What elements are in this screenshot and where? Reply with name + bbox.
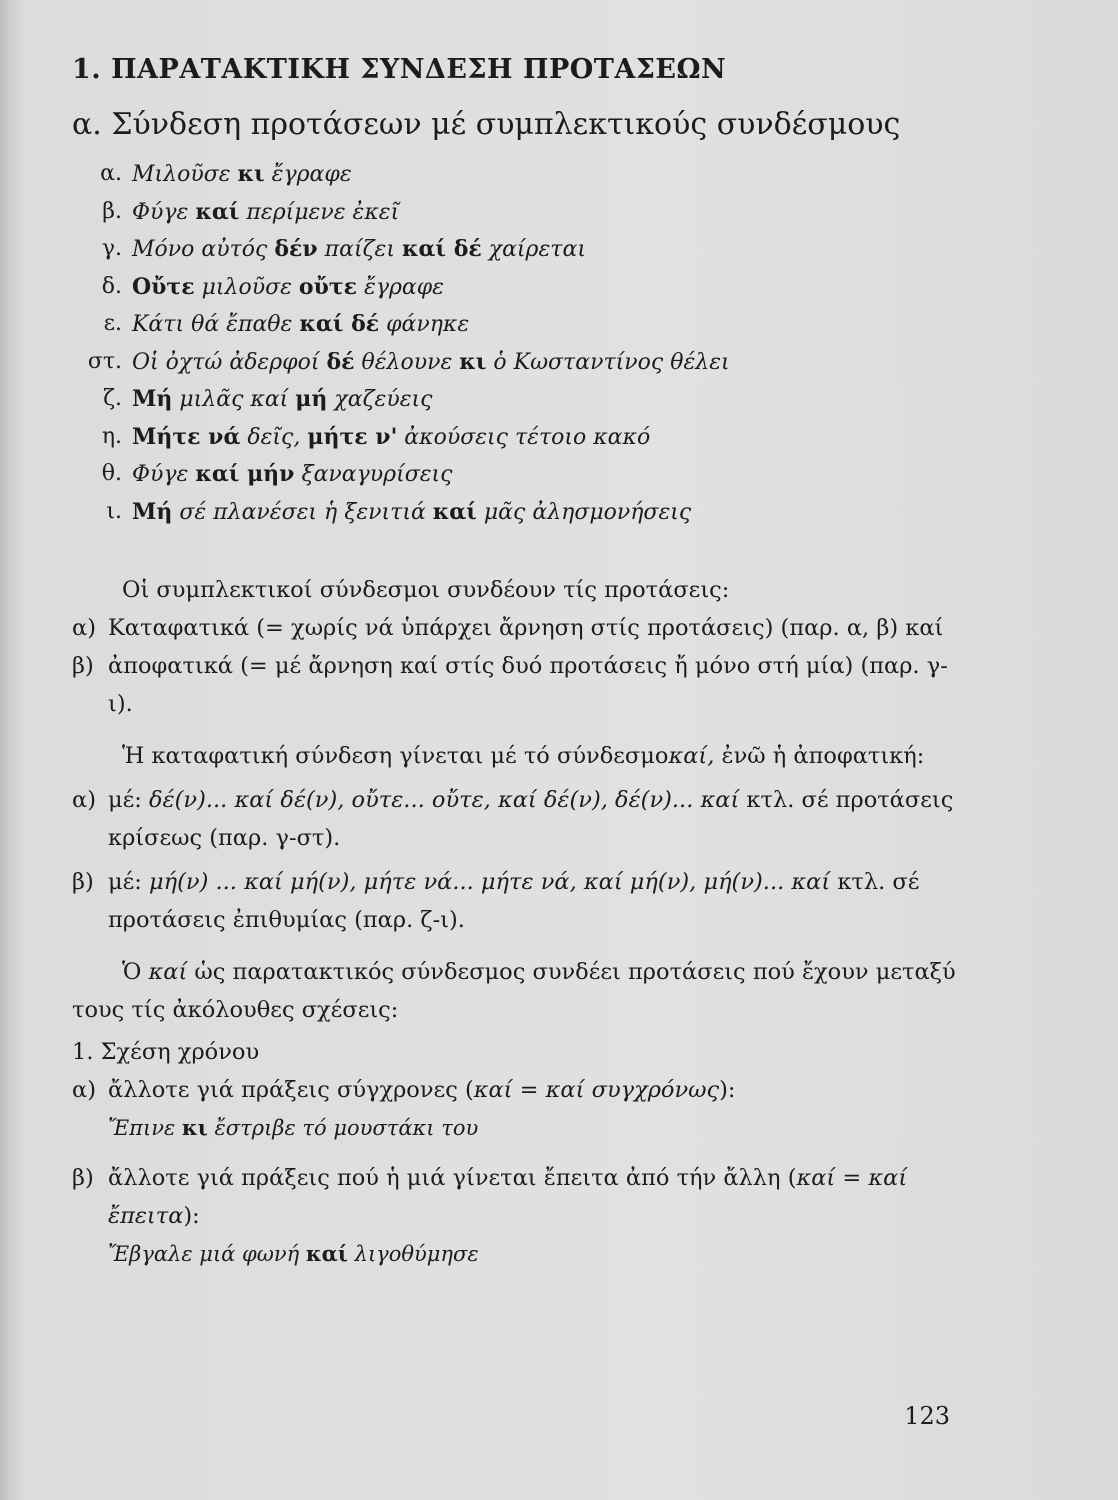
example-sentence-2 bbox=[72, 1235, 962, 1273]
ex2-bold: καί bbox=[305, 1241, 348, 1266]
subsection-title: α. Σύνδεση προτάσεων μέ συμπλεκτικούς συνδέσμους bbox=[72, 107, 901, 142]
p3-text-a: Ὁ bbox=[122, 959, 149, 985]
conjunction-bold: μήτε ν' bbox=[307, 423, 398, 450]
l2b-italic: μή(ν) ... καί μή(ν), μήτε νά... μήτε νά, καί μή(ν), μή(ν)... καί bbox=[149, 869, 831, 895]
conjunction-bold: καί bbox=[195, 198, 240, 225]
list-text: Καταφατικά (= χωρίς νά ὑπάρχει ἄρνηση στίς προτάσεις) (παρ. α, β) καί bbox=[108, 615, 944, 641]
list-marker: β) bbox=[72, 653, 94, 679]
p3-kai: καί bbox=[148, 959, 188, 985]
example-italic: χαίρεται bbox=[481, 237, 586, 262]
list1-item bbox=[72, 609, 962, 647]
conjunction-bold: καί δέ bbox=[299, 311, 380, 337]
ex2-post: λιγοθύμησε bbox=[347, 1242, 479, 1266]
intro-paragraph: Οἱ συμπλεκτικοί σύνδεσμοι συνδέουν τίς προτάσεις: bbox=[122, 577, 730, 603]
example-italic: ὁ Κωσταντίνος θέλει bbox=[486, 349, 730, 375]
example-item bbox=[72, 231, 962, 269]
example-marker: ζ. bbox=[103, 386, 122, 411]
example-text bbox=[132, 344, 730, 382]
example-marker: α. bbox=[100, 161, 122, 186]
r1a-pre: ἄλλοτε γιά πράξεις σύγχρονες ( bbox=[108, 1077, 474, 1103]
examples-list bbox=[72, 156, 962, 531]
example-item bbox=[72, 306, 962, 344]
conjunction-bold: κι bbox=[459, 348, 487, 375]
example-italic: χαζεύεις bbox=[327, 387, 433, 412]
explanation bbox=[72, 571, 962, 1273]
example-item bbox=[72, 419, 962, 457]
p2-text-a: Ἡ καταφατική σύνδεση γίνεται μέ τό σύνδεσμο bbox=[122, 743, 669, 769]
example-marker: ε. bbox=[103, 311, 122, 336]
conjunction-bold: Μήτε νά bbox=[132, 423, 241, 450]
example-text bbox=[132, 306, 469, 344]
paragraph-3 bbox=[72, 953, 962, 1029]
example-italic: ἔγραφε bbox=[264, 162, 352, 187]
section-title: 1. ΠΑΡΑΤΑΚΤΙΚΗ ΣΥΝΔΕΣΗ ΠΡΟΤΑΣΕΩΝ bbox=[72, 54, 727, 85]
example-marker: θ. bbox=[101, 461, 122, 486]
example-item bbox=[72, 344, 962, 382]
list2-item-a bbox=[72, 781, 962, 857]
example-italic: μᾶς ἀλησμονήσεις bbox=[476, 499, 692, 525]
example-italic: Φύγε bbox=[132, 199, 196, 225]
example-italic: ἀκούσεις τέτοιο κακό bbox=[397, 424, 651, 450]
example-item bbox=[72, 194, 962, 232]
l2a-italic: δέ(ν)... καί δέ(ν), οὔτε... οὔτε, καί δέ(ν), δέ(ν)... καί bbox=[149, 787, 740, 813]
example-italic: Κάτι θά ἔπαθε bbox=[132, 312, 300, 337]
example-italic: Φύγε bbox=[132, 462, 196, 487]
example-italic: ἔγραφε bbox=[357, 274, 444, 300]
example-italic: δεῖς, bbox=[240, 424, 308, 450]
r1a-italic: καί = καί συγχρόνως bbox=[473, 1077, 720, 1103]
p2-kai: καί, bbox=[668, 743, 715, 769]
example-marker: η. bbox=[101, 423, 122, 449]
page-number: 123 bbox=[904, 1402, 950, 1430]
example-italic: Μόνο αὐτός bbox=[132, 237, 275, 262]
example-italic: μιλᾶς καί bbox=[172, 387, 296, 412]
p3-text-b: ὡς παρατακτικός σύνδεσμος συνδέει προτάσεις πού ἔχουν μεταξύ τους τίς ἀκόλουθες σχέσεις: bbox=[72, 959, 956, 1023]
conjunction-bold: μή bbox=[295, 386, 328, 412]
affirmative-negative-list bbox=[72, 609, 962, 723]
example-text bbox=[132, 456, 453, 494]
example-text bbox=[132, 494, 691, 532]
example-italic: μιλοῦσε bbox=[194, 274, 299, 300]
example-italic: φάνηκε bbox=[379, 312, 470, 337]
example-text bbox=[132, 419, 650, 457]
ex2-pre: Ἔβγαλε μιά φωνή bbox=[108, 1242, 306, 1266]
page-content bbox=[72, 54, 962, 1273]
example-marker: δ. bbox=[101, 273, 122, 299]
example-text bbox=[132, 231, 586, 269]
ex1-post: ἔστριβε τό μουστάκι του bbox=[207, 1116, 479, 1140]
list-text: ἀποφατικά (= μέ ἄρνηση καί στίς δυό προτάσεις ἤ μόνο στή μία) (παρ. γ-ι). bbox=[108, 653, 948, 717]
paragraph-2 bbox=[72, 737, 962, 775]
l2a-pre: μέ: bbox=[108, 787, 150, 813]
r1b-italic: καί = καί ἔπειτα bbox=[108, 1165, 908, 1229]
example-marker: β. bbox=[102, 198, 122, 224]
example-italic: παίζει bbox=[317, 237, 402, 262]
example-marker: γ. bbox=[101, 236, 122, 261]
example-item bbox=[72, 494, 962, 532]
list-marker: α) bbox=[72, 787, 96, 813]
conjunction-bold: Οὔτε bbox=[132, 273, 195, 300]
relation-item-b bbox=[72, 1159, 962, 1235]
example-italic: ξαναγυρίσεις bbox=[294, 462, 453, 487]
example-italic: σέ πλανέσει ἡ ξενιτιά bbox=[172, 499, 433, 525]
conjunction-bold: καί bbox=[432, 498, 477, 525]
conjunction-bold: δέν bbox=[274, 236, 318, 262]
example-item bbox=[72, 156, 962, 194]
ex1-bold: κι bbox=[181, 1115, 208, 1140]
conjunction-bold: κι bbox=[237, 161, 265, 187]
example-text bbox=[132, 269, 444, 307]
list-marker: β) bbox=[72, 1165, 94, 1191]
r1b-pre: ἄλλοτε γιά πράξεις πού ἡ μιά γίνεται ἔπειτα ἀπό τήν ἄλλη ( bbox=[108, 1165, 797, 1191]
example-italic: Οἱ ὀχτώ ἀδερφοί bbox=[132, 349, 327, 375]
conjunction-bold: οὔτε bbox=[298, 273, 358, 300]
example-text bbox=[132, 194, 399, 232]
example-item bbox=[72, 456, 962, 494]
l2b-pre: μέ: bbox=[108, 869, 150, 895]
example-italic: περίμενε ἐκεῖ bbox=[239, 199, 400, 225]
l2a-post: κτλ. σέ προτάσεις κρίσεως (παρ. γ-στ). bbox=[108, 787, 954, 851]
example-item bbox=[72, 381, 962, 419]
r1b-post: ): bbox=[183, 1203, 200, 1229]
example-text bbox=[132, 381, 432, 419]
p2-text-b: ἐνῶ ἡ ἀποφατική: bbox=[714, 743, 925, 769]
conjunction-bold: Μή bbox=[132, 386, 173, 412]
l2b-post: κτλ. σέ προτάσεις ἐπιθυμίας (παρ. ζ-ι). bbox=[108, 869, 920, 933]
conjunction-bold: δέ bbox=[326, 348, 355, 375]
conjunction-bold: καί μήν bbox=[195, 461, 295, 487]
list1-item bbox=[72, 647, 962, 723]
conjunction-bold: Μή bbox=[132, 498, 173, 525]
example-italic: Μιλοῦσε bbox=[132, 162, 238, 187]
list-marker: α) bbox=[72, 1077, 96, 1103]
example-marker: στ. bbox=[87, 348, 122, 374]
example-sentence-1 bbox=[72, 1109, 962, 1147]
ex1-pre: Ἔπινε bbox=[108, 1116, 182, 1140]
list-marker: β) bbox=[72, 869, 94, 895]
example-marker: ι. bbox=[106, 498, 122, 524]
example-text bbox=[132, 156, 352, 194]
relation-heading: 1. Σχέση χρόνου bbox=[72, 1039, 260, 1065]
r1a-post: ): bbox=[719, 1077, 736, 1103]
conjunction-bold: καί δέ bbox=[401, 236, 482, 262]
list-marker: α) bbox=[72, 615, 96, 641]
list2-item-b bbox=[72, 863, 962, 939]
relation-item-a bbox=[72, 1071, 962, 1109]
example-item bbox=[72, 269, 962, 307]
example-italic: θέλουνε bbox=[354, 349, 460, 375]
